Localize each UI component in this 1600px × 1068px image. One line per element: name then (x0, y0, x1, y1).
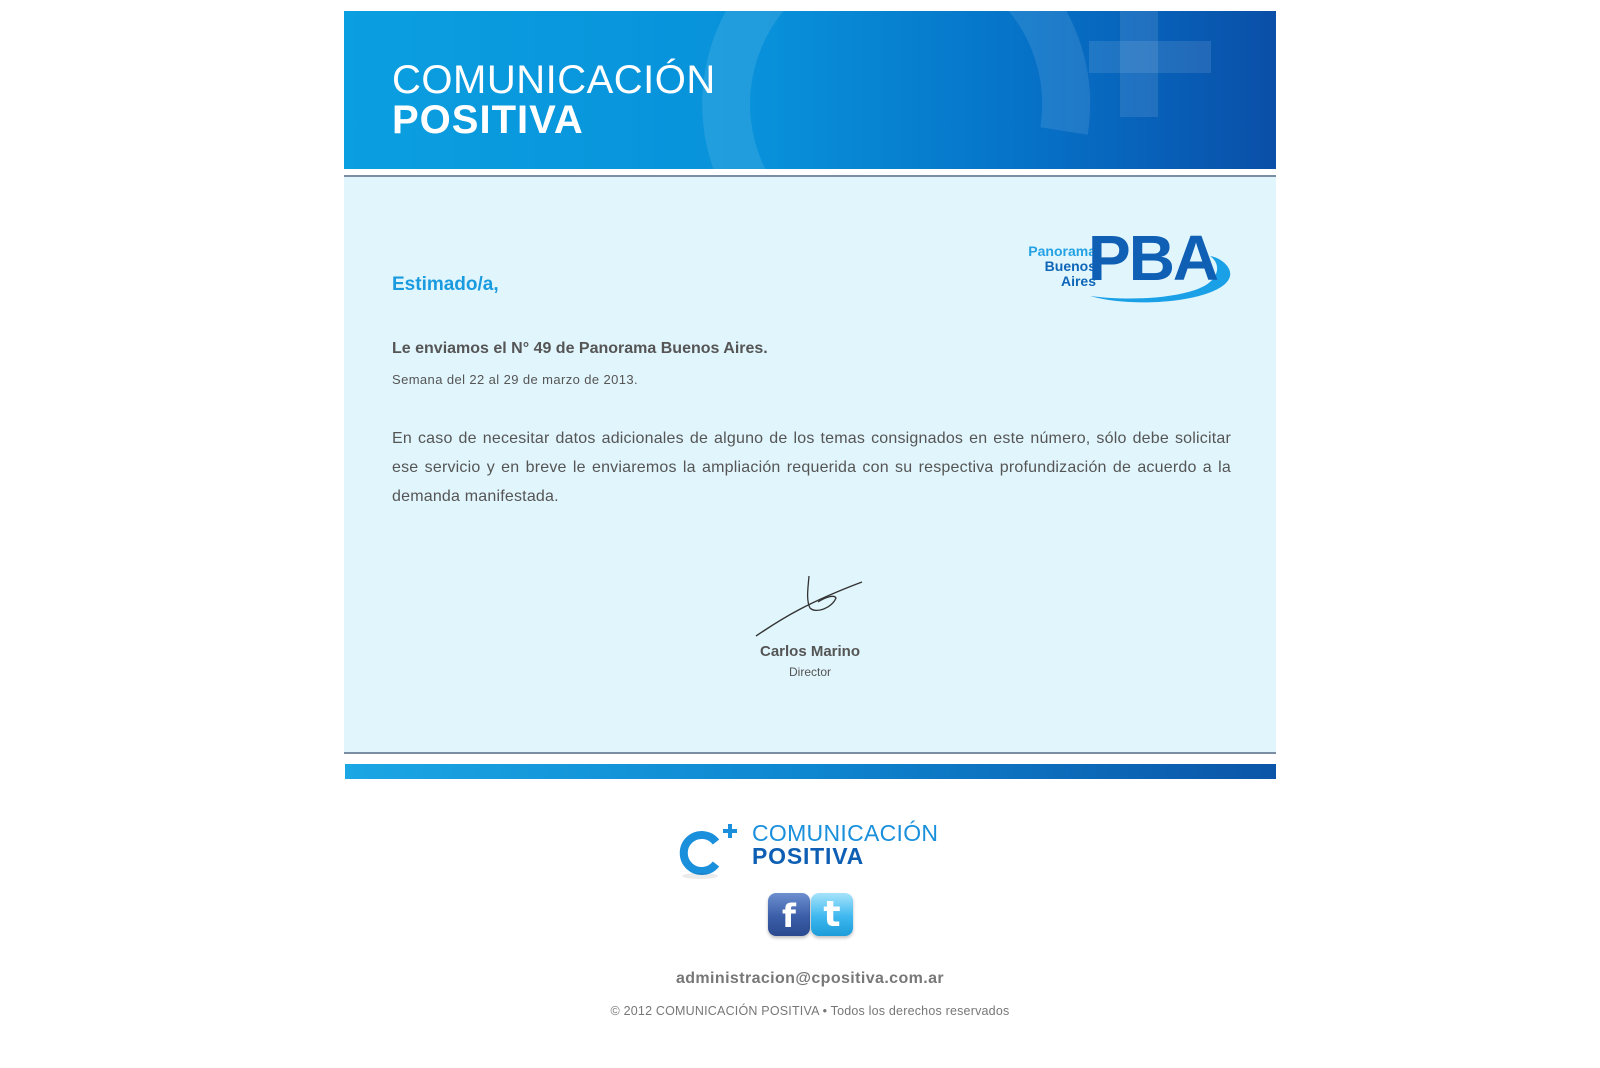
footer-blue-bar (345, 764, 1276, 779)
banner-brand-line2: POSITIVA (392, 98, 584, 142)
body-paragraph: En caso de necesitar datos adicionales de alguno de los temas consignados en este número, sólo debe solicitar ese servicio y en breve le enviaremos la ampliación requerida con su respectiva profundización de acuerdo a la demanda manifestada. (392, 430, 1231, 505)
pba-logo (1010, 222, 1234, 312)
banner-brand (392, 60, 716, 140)
footer-brand-line2: POSITIVA (752, 843, 865, 869)
contact-email-link[interactable]: administracion@cpositiva.com.ar (675, 970, 945, 987)
facebook-icon[interactable]: f (768, 893, 810, 936)
pba-word-panorama: Panorama (1028, 243, 1096, 259)
signer-role: Director (788, 665, 831, 679)
signer-name: Carlos Marino (759, 643, 861, 660)
copyright-notice: © 2012 COMUNICACIÓN POSITIVA • Todos los derechos reservados (610, 1004, 1010, 1018)
bottom-divider (344, 752, 1276, 754)
banner-brand-line1: COMUNICACIÓN (392, 58, 716, 102)
footer-logo (672, 820, 962, 882)
pba-word-aires: Aires (1060, 273, 1096, 289)
footer-brand (752, 822, 938, 868)
footer-brand-line1: COMUNICACIÓN (752, 820, 939, 846)
twitter-icon[interactable]: t (811, 893, 853, 936)
issue-lead: Le enviamos el N° 49 de Panorama Buenos Aires. (392, 340, 768, 357)
signature-icon (754, 572, 866, 638)
pba-word-buenos: Buenos (1044, 258, 1096, 274)
header-banner (344, 11, 1276, 169)
issue-week: Semana del 22 al 29 de marzo de 2013. (392, 372, 639, 387)
pba-word-pba: PBA (1088, 222, 1218, 294)
greeting: Estimado/a, (392, 274, 499, 295)
c-plus-logo-icon (672, 820, 752, 882)
